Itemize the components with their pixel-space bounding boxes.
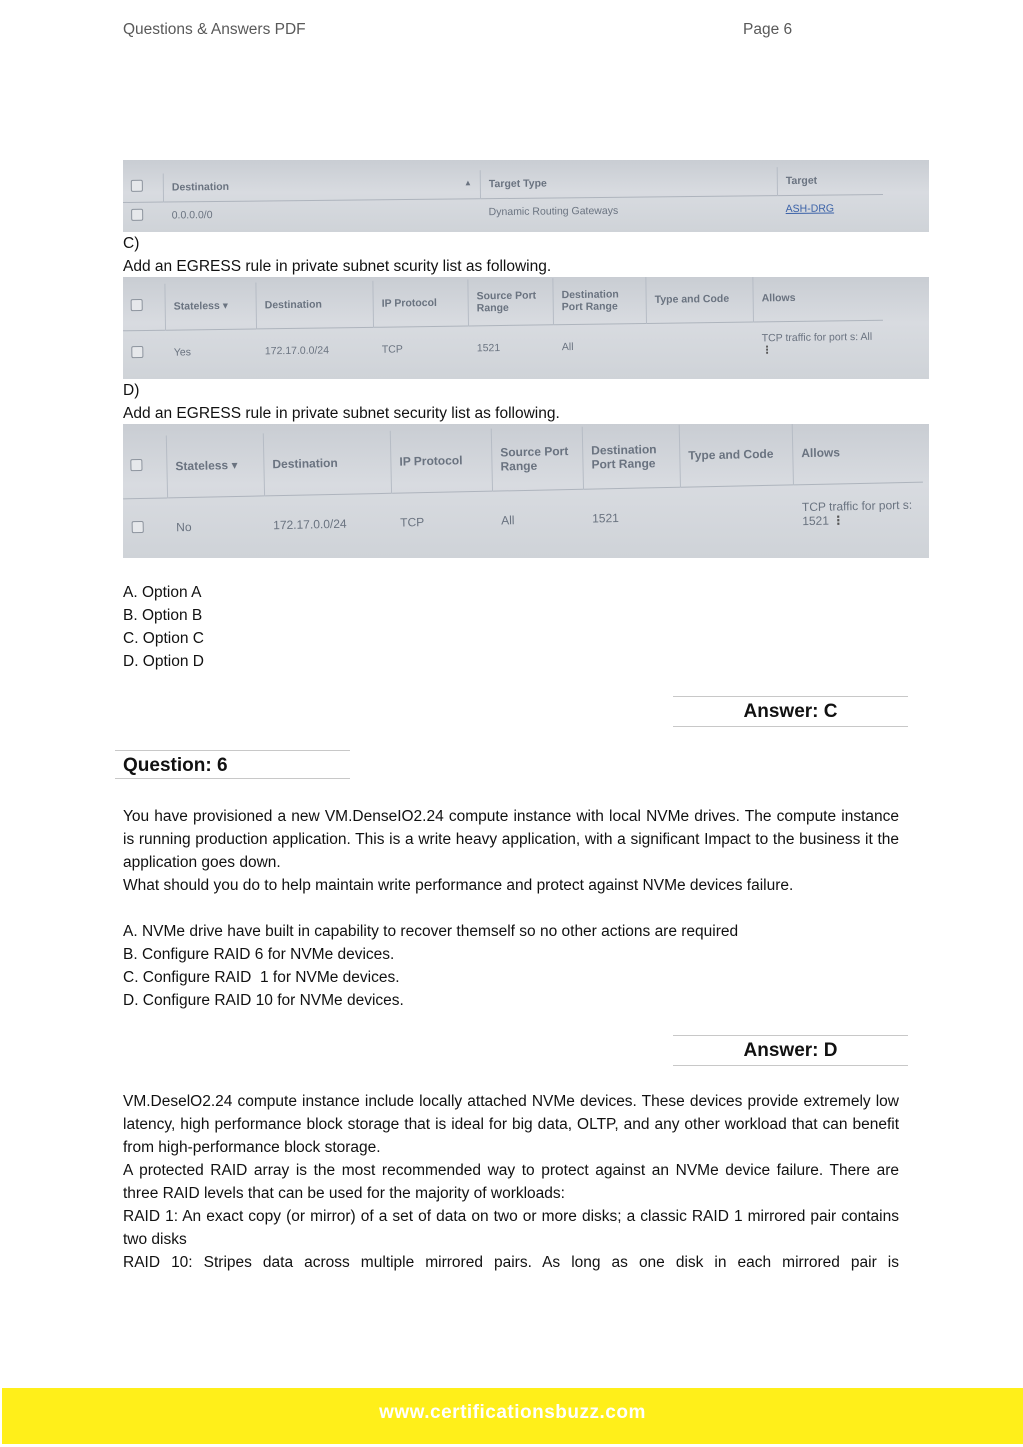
option-c-table <box>123 277 884 376</box>
row-checkbox <box>132 521 144 533</box>
col-type-and-code: Type and Code <box>679 424 793 487</box>
col-source-port-range: Source Port Range <box>468 278 554 325</box>
cell-allows: TCP traffic for port s: 1521 <box>801 498 913 529</box>
cell-source-port: All <box>501 513 515 528</box>
col-destination: Destination <box>256 281 374 329</box>
choice-b: B. Option B <box>123 607 203 624</box>
cell-ip-protocol: TCP <box>400 515 425 530</box>
col-destination: Destination <box>263 431 391 496</box>
explanation-paragraph: VM.DeselO2.24 compute instance include locally attached NVMe devices. These devices provide extremely low latency, high performance block storage that is ideal for big data, OLTP, and any other workload that can benefit from high-performance block storage. <box>123 1093 899 1156</box>
option-c-text: Add an EGRESS rule in private subnet scurity list as following. <box>123 258 552 275</box>
option-d-label: D) <box>123 382 140 399</box>
cell-ip-protocol: TCP <box>381 343 403 356</box>
header-title: Questions & Answers PDF <box>123 21 306 38</box>
option-c-label: C) <box>123 235 140 252</box>
explanation-paragraph: RAID 1: An exact copy (or mirror) of a set of data on two or more disks; a classic RAID 1 mirrored pair contains two disks <box>123 1208 899 1248</box>
cell-stateless: Yes <box>173 346 192 359</box>
explanation-paragraph: RAID 10: Stripes data across multiple mirrored pairs. As long as one disk in each mirrored pair is <box>123 1254 899 1271</box>
question-prompt: What should you do to help maintain write performance and protect against NVMe devices failure. <box>123 877 794 894</box>
choice-b: B. Configure RAID 6 for NVMe devices. <box>123 946 395 963</box>
cell-stateless: No <box>176 520 192 535</box>
row-checkbox <box>131 209 143 221</box>
col-target-type: Target Type <box>480 167 777 198</box>
choice-c: C. Configure RAID 1 for NVMe devices. <box>123 969 400 986</box>
option-d-table-image <box>123 424 929 558</box>
kebab-menu-icon: ⋮ <box>832 513 845 528</box>
col-stateless: Stateless <box>173 299 220 313</box>
cell-destination: 172.17.0.0/24 <box>273 516 347 533</box>
footer-url: www.certificationsbuzz.com <box>379 1402 646 1423</box>
cell-target-type: Dynamic Routing Gateways <box>488 205 619 219</box>
choice-d: D. Configure RAID 10 for NVMe devices. <box>123 992 404 1009</box>
footer-banner <box>2 1388 1023 1444</box>
select-all-checkbox <box>131 299 143 311</box>
choice-d: D. Option D <box>123 653 204 670</box>
caret-down-icon: ▾ <box>231 457 238 472</box>
answer-q5: Answer: C <box>673 696 908 727</box>
cell-type-code <box>680 484 794 546</box>
question-body: You have provisioned a new VM.DenseIO2.24 compute instance with local NVMe drives. The compute instance is running production application. This is a write heavy application, with a significant Impact to the business it the application goes down. <box>123 808 899 871</box>
col-target: Target <box>785 174 818 187</box>
row-checkbox <box>131 346 143 358</box>
explanation-paragraph: A protected RAID array is the most recommended way to protect against an NVMe device failure. There are three RAID levels that can be used for the majority of workloads: <box>123 1162 899 1202</box>
cell-destination: 172.17.0.0/24 <box>264 344 330 358</box>
col-dest-port-range: Destination Port Range <box>582 425 680 489</box>
select-all-checkbox <box>130 459 142 471</box>
option-d-table <box>123 424 924 558</box>
choice-a: A. Option A <box>123 584 202 601</box>
choice-c: C. Option C <box>123 630 204 647</box>
option-d-text: Add an EGRESS rule in private subnet security list as following. <box>123 405 560 422</box>
col-type-and-code: Type and Code <box>646 277 754 323</box>
col-stateless: Stateless <box>175 457 229 474</box>
kebab-menu-icon: ⋮ <box>761 344 773 357</box>
select-all-checkbox <box>131 180 143 192</box>
col-destination: Destination <box>171 180 230 194</box>
cell-type-code <box>646 322 754 369</box>
question-title: Question: 6 <box>115 750 350 779</box>
cell-dest-port: All <box>561 341 574 354</box>
col-ip-protocol: IP Protocol <box>390 429 492 493</box>
choice-a: A. NVMe drive have built in capability to recover themself so no other actions are required <box>123 923 739 940</box>
cell-allows: TCP traffic for port s: All <box>761 331 873 345</box>
cell-source-port: 1521 <box>476 342 501 355</box>
col-allows: Allows <box>761 291 796 305</box>
answer-q6: Answer: D <box>673 1035 908 1066</box>
col-dest-port-range: Destination Port Range <box>553 277 647 324</box>
page-number: Page 6 <box>743 21 793 38</box>
route-table <box>123 166 883 230</box>
col-allows: Allows <box>801 445 841 460</box>
caret-up-icon: ▲ <box>463 178 472 188</box>
caret-down-icon: ▾ <box>222 299 229 312</box>
cell-destination: 0.0.0.0/0 <box>171 209 213 222</box>
option-c-table-image <box>123 277 929 379</box>
col-ip-protocol: IP Protocol <box>373 279 469 326</box>
col-source-port-range: Source Port Range <box>491 427 583 491</box>
cell-dest-port: 1521 <box>591 511 619 526</box>
cell-target-link: ASH-DRG <box>785 202 835 216</box>
route-table-image <box>123 160 929 232</box>
